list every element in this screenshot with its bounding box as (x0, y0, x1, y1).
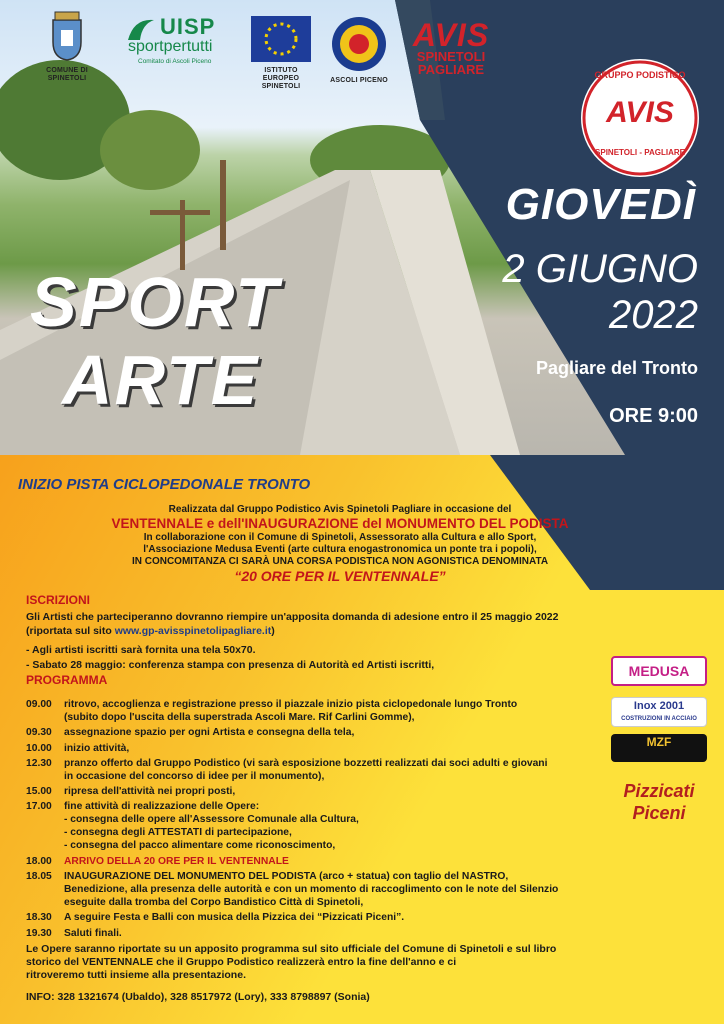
sponsor-inox (611, 697, 707, 727)
programma-item (26, 911, 616, 924)
programma-description (64, 911, 616, 924)
programma-line: ritrovo, accoglienza e registrazione presso il piazzale inizio pista ciclopedonale lungo Tronto (64, 699, 518, 710)
iscrizioni-line2-pre: (riportata sul sito (26, 625, 115, 637)
istituto-caption: ISTITUTO EUROPEO SPINETOLI (261, 67, 301, 90)
programma-item (26, 927, 616, 940)
event-date (502, 246, 698, 338)
avis-name: AVIS (412, 17, 490, 53)
intro-line5: IN CONCOMITANZA CI SARÀ UNA CORSA PODISTICA NON AGONISTICA DENOMINATA (131, 556, 549, 567)
uisp-caption: Comitato di Ascoli Piceno (138, 58, 212, 65)
istituto-logo (246, 16, 316, 91)
programma-line: A seguire Festa e Balli con musica della Pizzica dei “Pizzicati Piceni”. (64, 912, 405, 924)
programma-line: - consegna delle opere all'Assessore Comunale alla Cultura, (64, 814, 359, 826)
event-place: Pagliare del Tronto (535, 358, 698, 378)
programma-description (64, 698, 616, 724)
event-day: GIOVEDÌ (505, 180, 696, 229)
iscrizioni-bullet2: - Sabato 28 maggio: conferenza stampa con presenza di Autorità ed Artisti iscritti, (26, 659, 435, 671)
iscrizioni-line1: Gli Artisti che parteciperanno dovranno riempire un'apposita domanda di adesione entro il 25 maggio 2022 (26, 611, 559, 623)
iscrizioni-bullet1: - Agli artisti iscritti sarà fornita una tela 50x70. (26, 644, 256, 656)
title-sport: SPORT (30, 263, 280, 341)
programma-item (26, 800, 616, 852)
programma-time: 17.00 (26, 801, 52, 813)
programma-description (64, 855, 616, 868)
programma-time: 18.30 (26, 912, 52, 924)
intro-line2: VENTENNALE e dell'INAUGURAZIONE del MONUMENTO DEL PODISTA (111, 516, 569, 531)
sponsor-pizzicati-piceni: Pizzicati Piceni (623, 781, 695, 823)
closing-line3: ritroveremo tutti insieme alla presentazione. (26, 969, 246, 981)
avis-sub: SPINETOLI PAGLIARE (416, 49, 486, 77)
programma-time: 18.00 (26, 855, 52, 867)
programma-time: 18.05 (26, 871, 52, 883)
badge-top-text: GRUPPO PODISTICO (594, 70, 686, 80)
intro-line1: Realizzata dal Gruppo Podistico Avis Spinetoli Pagliare in occasione del (168, 504, 512, 515)
intro-line3: In collaborazione con il Comune di Spinetoli, Assessorato alla Cultura e allo Sport, (143, 532, 537, 543)
title-arte: ARTE (62, 341, 260, 419)
programma-description (64, 742, 616, 755)
programma-line: INAUGURAZIONE DEL MONUMENTO DEL PODISTA (arco + statua) con taglio del NASTRO, (64, 871, 509, 883)
programma-item (26, 726, 616, 739)
inox-name: Inox 2001 (633, 700, 685, 712)
closing-line1: Le Opere saranno riportate su un apposito programma sul sito ufficiale del Comune di Spinetoli e sul libro (26, 943, 557, 955)
comune-caption: COMUNE DI SPINETOLI (46, 67, 88, 82)
iscrizioni-line2-post: ) (271, 625, 275, 637)
sponsor-mzf: MZF (611, 734, 707, 762)
inox-sub: COSTRUZIONI IN ACCIAIO (621, 716, 697, 722)
programma-line: ARRIVO DELLA 20 ORE PER IL VENTENNALE (64, 855, 289, 867)
comune-logo (32, 10, 102, 83)
programma-description (64, 927, 616, 940)
programma-line: fine attività di realizzazione delle Opere: (64, 801, 260, 813)
programma-list (26, 698, 616, 942)
panathlon-icon (331, 16, 387, 72)
programma-description (64, 757, 616, 783)
uisp-name: UISP (160, 14, 216, 39)
programma-item (26, 855, 616, 868)
programma-time: 09.00 (26, 699, 52, 710)
programma-line: in occasione del concorso di idee per il monumento), (64, 770, 325, 782)
closing-block (26, 943, 616, 982)
programma-heading: PROGRAMMA (26, 673, 108, 687)
avis-logo (400, 17, 502, 77)
programma-line: - consegna degli ATTESTATI di partecipazione, (64, 827, 292, 839)
iscrizioni-line2 (26, 625, 275, 638)
programma-description (64, 870, 616, 909)
gp-avis-badge (578, 56, 702, 180)
event-date-year: 2022 (609, 293, 698, 337)
programma-line: eseguite dalla tromba del Corpo Bandistico Città di Spinetoli, (64, 897, 364, 909)
programma-line: (subito dopo l'uscita della superstrada Ascoli Mare. Rif Carlini Gomme), (64, 712, 415, 723)
subtitle: INIZIO PISTA CICLOPEDONALE TRONTO (18, 476, 311, 493)
coat-of-arms-icon (47, 10, 87, 62)
programma-line: Benedizione, alla presenza delle autorità e con un momento di raccoglimento con le note del Silenzio (64, 884, 559, 896)
eu-flag-icon (251, 16, 311, 62)
programma-description (64, 800, 616, 852)
intro-block (60, 504, 620, 584)
programma-line: - consegna del pacco alimentare come riconoscimento, (64, 840, 336, 852)
closing-line2: storico del VENTENNALE che il Gruppo Podistico realizzerà entro la fine dell'anno e ci (26, 956, 457, 968)
programma-line: pranzo offerto dal Gruppo Podistico (vi sarà esposizione bozzetti realizzati dai soci adulti e giovani (64, 757, 548, 769)
info-contacts: INFO: 328 1321674 (Ubaldo), 328 8517972 (Lory), 333 8798897 (Sonia) (26, 991, 370, 1003)
badge-bottom-text: SPINETOLI - PAGLIARE (595, 148, 685, 157)
ascoli-caption: ASCOLI PICENO (330, 77, 388, 84)
programma-item (26, 698, 616, 724)
programma-line: ripresa dell'attività nei propri posti, (64, 786, 236, 798)
uisp-logo (122, 16, 232, 65)
website-link[interactable]: www.gp-avisspinetolipagliare.it (114, 625, 272, 637)
programma-line: inizio attività, (64, 742, 130, 754)
ascoli-logo (324, 16, 394, 85)
programma-time: 19.30 (26, 927, 52, 939)
programma-description (64, 785, 616, 798)
iscrizioni-heading: ISCRIZIONI (26, 593, 91, 607)
event-time: ORE 9:00 (609, 405, 698, 427)
programma-item (26, 870, 616, 909)
uisp-icon (124, 16, 158, 46)
programma-item (26, 742, 616, 755)
programma-item (26, 785, 616, 798)
programma-description (64, 726, 616, 739)
uisp-tagline: sportpertutti (128, 38, 213, 55)
programma-time: 10.00 (26, 742, 52, 754)
event-date-day: 2 GIUGNO (502, 247, 698, 291)
programma-time: 15.00 (26, 786, 52, 798)
badge-mid-text: AVIS (606, 96, 674, 129)
programma-time: 09.30 (26, 727, 52, 739)
programma-line: assegnazione spazio per ogni Artista e consegna della tela, (64, 727, 355, 739)
programma-time: 12.30 (26, 757, 52, 769)
sponsor-medusa: MEDUSA (611, 656, 707, 686)
intro-line6: “20 ORE PER IL VENTENNALE” (234, 568, 446, 584)
programma-item (26, 757, 616, 783)
intro-line4: l'Associazione Medusa Eventi (arte cultura enogastronomica un ponte tra i popoli), (143, 544, 537, 555)
programma-line: Saluti finali. (64, 927, 122, 939)
